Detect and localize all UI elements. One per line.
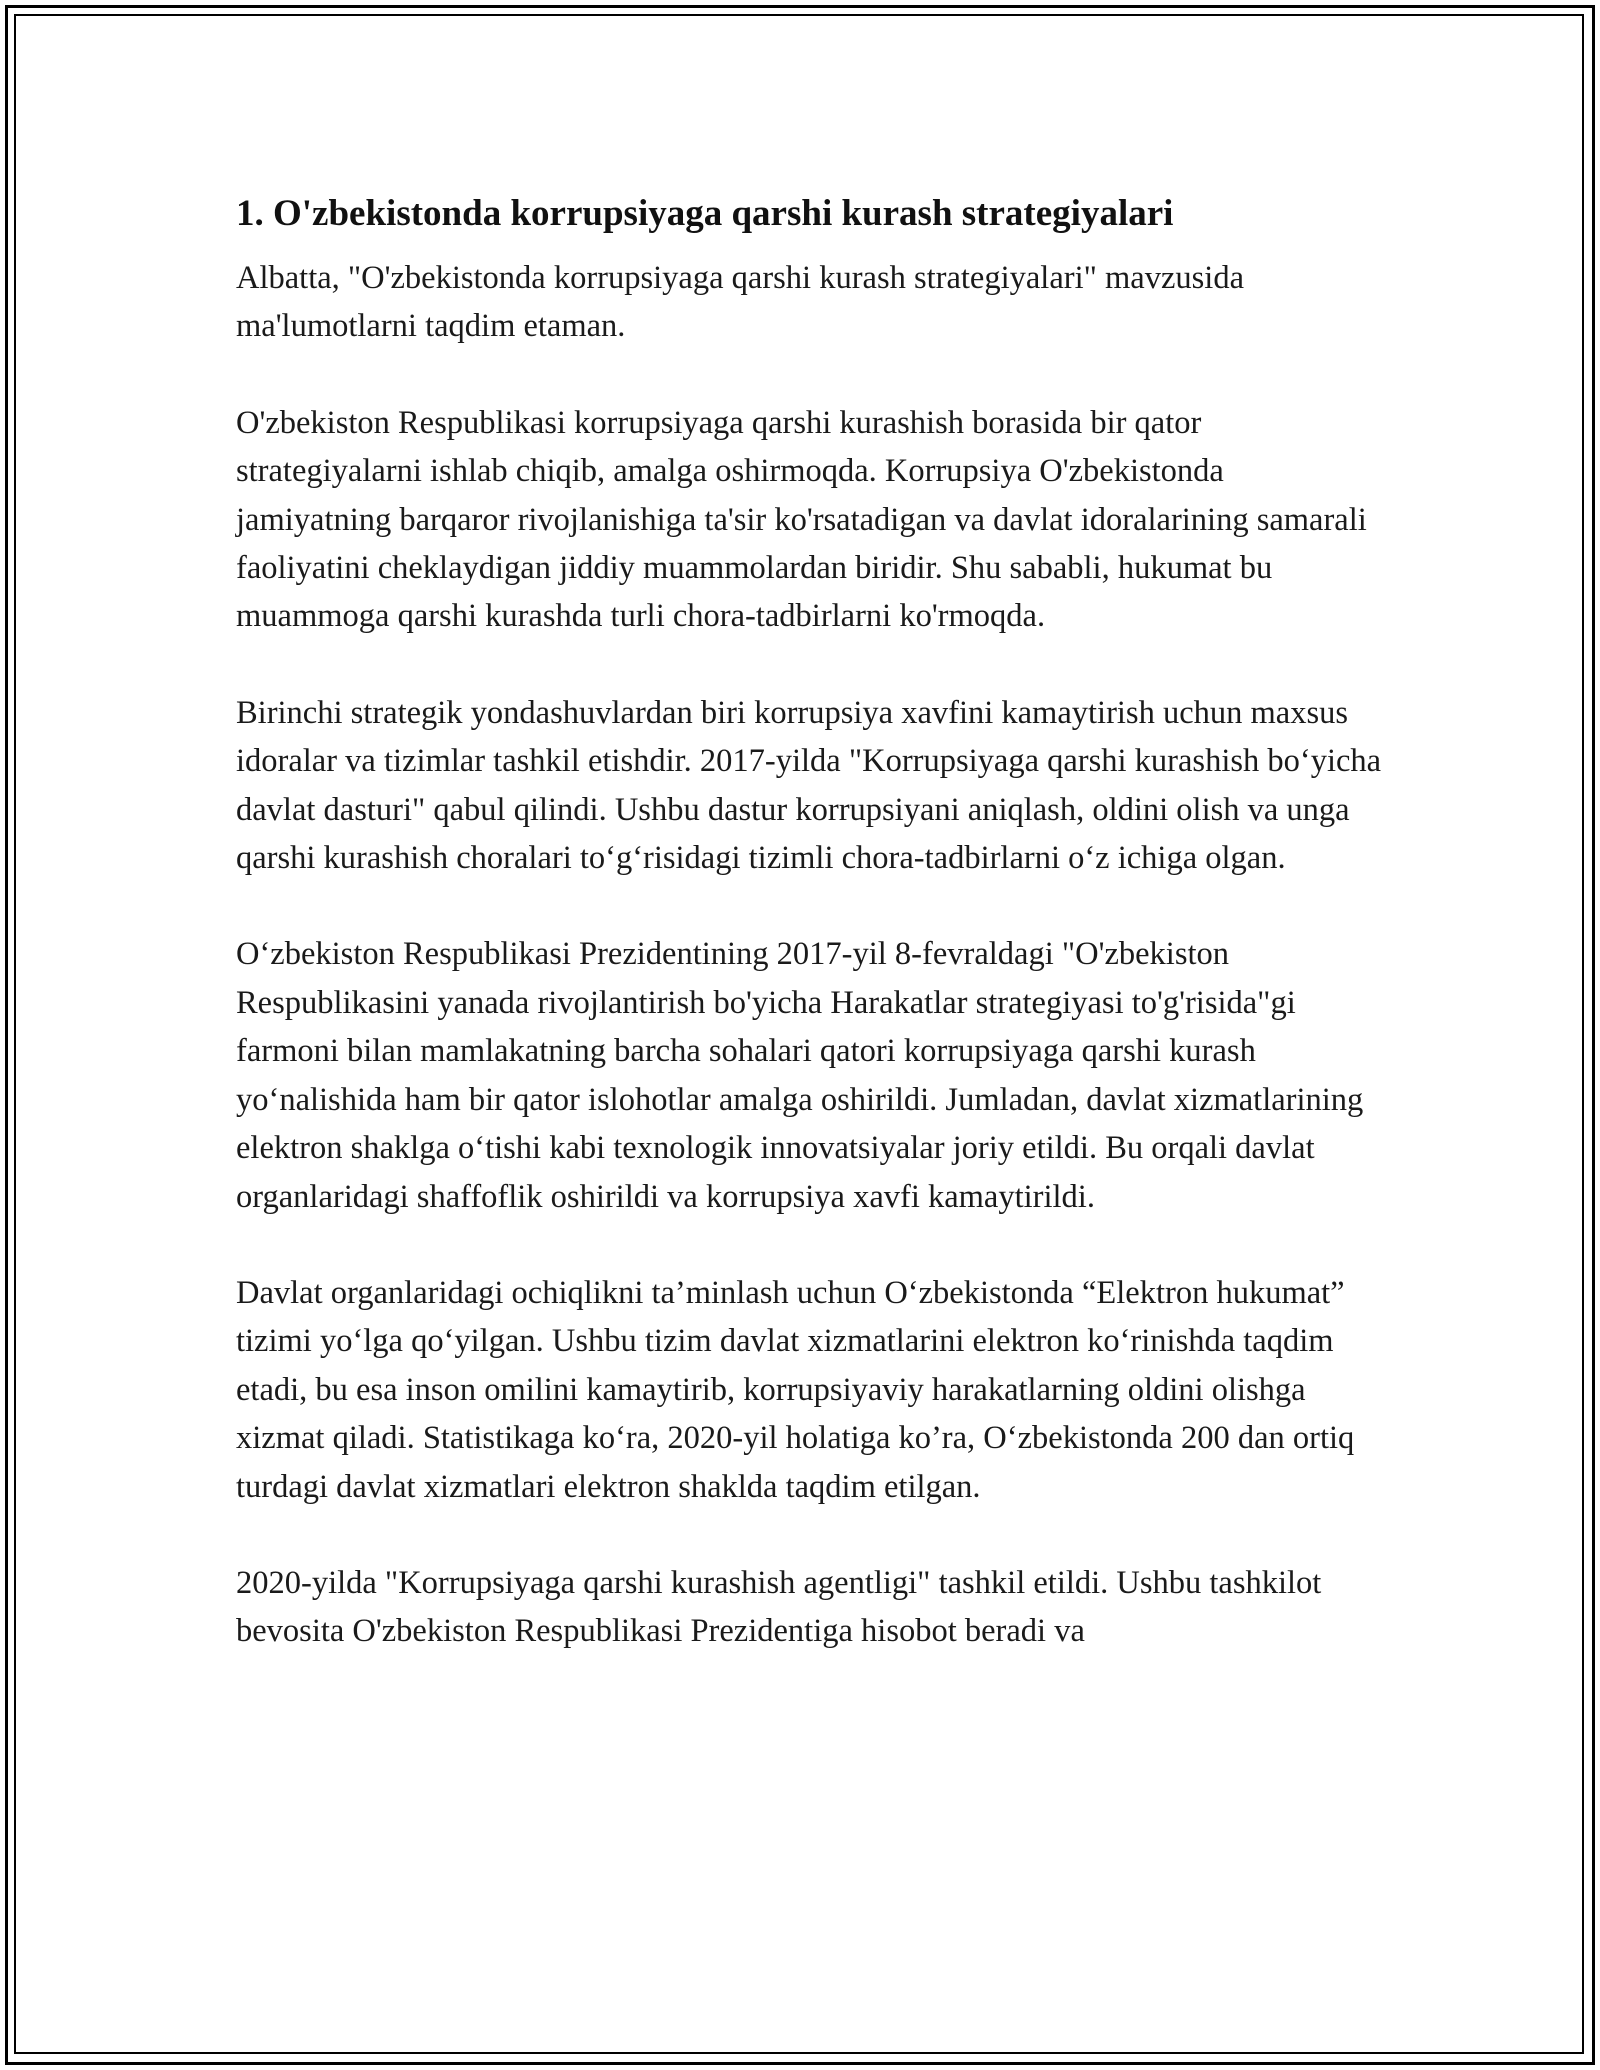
paragraph-first-strategy: Birinchi strategik yondashuvlardan biri korrupsiya xavfini kamaytirish uchun maxsus idoralar va tizimlar tashkil etishdir. 2017-yilda "Korrupsiyaga qarshi kurashish bo‘yicha davlat dasturi" qabul qilindi. Ushbu dastur korrupsiyani aniqlash, oldini olish va unga qarshi kurashish choralari to‘g‘risidagi tizimli chora-tadbirlarni o‘z ichiga olgan. [236, 694, 1382, 877]
paragraph-presidential-decree: O‘zbekiston Respublikasi Prezidentining 2017-yil 8-fevraldagi "O'zbekiston Respublikasini yanada rivojlantirish bo'yicha Harakatlar strategiyasi to'g'risida"gi farmoni bilan mamlakatning barcha sohalari qatori korrupsiyaga qarshi kurash yo‘nalishida ham bir qator islohotlar amalga oshirildi. Jumladan, davlat xizmatlarining elektron shaklga o‘tishi kabi texnologik innovatsiyalar joriy etildi. Bu orqali davlat organlaridagi shaffoflik oshirildi va korrupsiya xavfi kamaytirildi. [236, 936, 1364, 1215]
document-title: 1. O'zbekistonda korrupsiyaga qarshi kurash strategiyalari [236, 193, 1174, 234]
paragraph-e-government: Davlat organlaridagi ochiqlikni ta’minlash uchun O‘zbekistonda “Elektron hukumat” tizimi yo‘lga qo‘yilgan. Ushbu tizim davlat xizmatlarini elektron ko‘rinishda taqdim etadi, bu esa inson omilini kamaytirib, korrupsiyaviy harakatlarning oldini olishga xizmat qiladi. Statistikaga ko‘ra, 2020-yil holatiga ko’ra, O‘zbekistonda 200 dan ortiq turdagi davlat xizmatlari elektron shaklda taqdim etilgan. [236, 1274, 1355, 1505]
document-body [236, 186, 1386, 1704]
paragraph-overview: O'zbekiston Respublikasi korrupsiyaga qarshi kurashish borasida bir qator strategiyalarni ishlab chiqib, amalga oshirmoqda. Korrupsiya O'zbekistonda jamiyatning barqaror rivojlanishiga ta'sir ko'rsatadigan va davlat idoralarining samarali faoliyatini cheklaydigan jiddiy muammolardan biridir. Shu sababli, hukumat bu muammoga qarshi kurashda turli chora-tadbirlarni ko'rmoqda. [236, 404, 1367, 635]
paragraph-intro: Albatta, "O'zbekistonda korrupsiyaga qarshi kurash strategiyalari" mavzusida ma'lumotlarni taqdim etaman. [236, 260, 1244, 345]
paragraph-anticorruption-agency: 2020-yilda "Korrupsiyaga qarshi kurashish agentligi" tashkil etildi. Ushbu tashkilot bevosita O'zbekiston Respublikasi Prezidentiga hisobot beradi va [236, 1564, 1322, 1650]
